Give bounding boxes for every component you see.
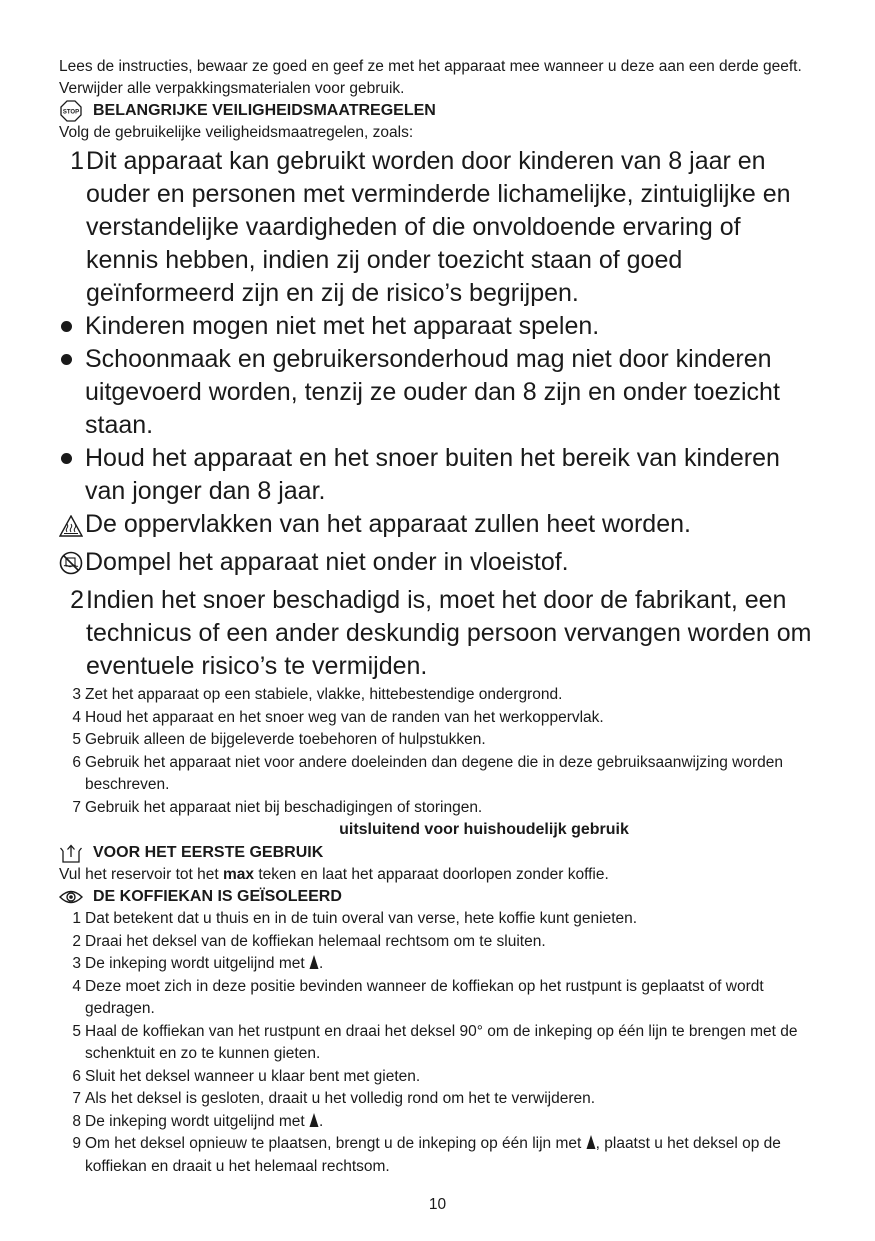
hot-surface-text: De oppervlakken van het apparaat zullen heet worden. xyxy=(85,510,691,538)
list-item: 7 Gebruik het apparaat niet bij beschadigingen of storingen. xyxy=(72,798,483,816)
bullet-icon xyxy=(61,453,72,464)
bullet-text: Schoonmaak en gebruikersonderhoud mag niet door kinderen uitgevoerd worden, tenzij ze ouder dan 8 zijn en onder toezicht staan. xyxy=(85,345,780,439)
safety-bullet xyxy=(59,343,819,442)
list-item: 3 Zet het apparaat op een stabiele, vlakke, hittebestendige ondergrond. xyxy=(72,686,563,703)
intro-text: Lees de instructies, bewaar ze goed en geef ze met het apparaat mee wanneer u deze aan een derde geeft. Verwijder alle verpakkingsmaterialen voor gebruik. xyxy=(59,58,802,97)
page-number: 10 xyxy=(428,1196,447,1213)
list-item: 4 Deze moet zich in deze positie bevinden wanneer de koffiekan op het rustpunt is geplaatst of wordt gedragen. xyxy=(72,977,764,1017)
first-use-heading-row xyxy=(59,842,819,864)
list-item: 5 Haal de koffiekan van het rustpunt en draai het deksel 90° om de inkeping op één lijn te brengen met de schenktuit en zo te kunnen gieten. xyxy=(72,1022,798,1062)
list-item: 6 Sluit het deksel wanneer u klaar bent met gieten. xyxy=(72,1067,421,1085)
carafe-heading: DE KOFFIEKAN IS GEÏSOLEERD xyxy=(93,888,342,905)
notch-marker-icon xyxy=(309,1112,319,1128)
safety-subheading: Volg de gebruikelijke veiligheidsmaatregelen, zoals: xyxy=(59,124,414,141)
list-item: 3 De inkeping wordt uitgelijnd met . xyxy=(72,955,324,972)
safety-heading-row xyxy=(59,100,819,122)
safety-heading: BELANGRIJKE VEILIGHEIDSMAATREGELEN xyxy=(93,102,436,119)
list-item: 7 Als het deksel is gesloten, draait u het volledig rond om het te verwijderen. xyxy=(72,1090,596,1107)
carafe-heading-row xyxy=(59,886,819,908)
item-text: Indien het snoer beschadigd is, moet het door de fabrikant, een technicus of een ander deskundig persoon vervangen worden om eventuele risico’s te vermijden. xyxy=(86,586,812,680)
first-use-text: Vul het reservoir tot het max teken en laat het apparaat doorlopen zonder koffie. xyxy=(59,866,609,883)
safety-item-1 xyxy=(59,145,819,310)
safety-bullet xyxy=(59,442,819,508)
safety-item-2 xyxy=(59,584,819,683)
manual-page xyxy=(59,56,819,1178)
list-item: 9 Om het deksel opnieuw te plaatsen, brengt u de inkeping op één lijn met , plaatst u het deksel op de koffiekan en draait u het helemaal rechtsom. xyxy=(72,1135,781,1175)
safety-bullet xyxy=(59,310,819,343)
bullet-text: Houd het apparaat en het snoer buiten het bereik van kinderen van jonger dan 8 jaar. xyxy=(85,444,780,505)
household-use-note: uitsluitend voor huishoudelijk gebruik xyxy=(339,821,629,838)
item-number: 1 xyxy=(70,147,84,175)
hot-surface-warning xyxy=(59,508,819,546)
no-immerse-icon xyxy=(59,546,85,584)
notch-marker-icon xyxy=(309,954,319,970)
no-immerse-text: Dompel het apparaat niet onder in vloeistof. xyxy=(85,548,569,576)
list-item: 8 De inkeping wordt uitgelijnd met . xyxy=(72,1112,324,1130)
safety-small-list xyxy=(59,684,819,819)
stop-icon xyxy=(59,101,83,121)
bullet-icon xyxy=(61,321,72,332)
no-immerse-warning xyxy=(59,546,819,584)
hot-surface-icon xyxy=(59,508,85,546)
first-use-heading: VOOR HET EERSTE GEBRUIK xyxy=(93,844,324,861)
bullet-text: Kinderen mogen niet met het apparaat spelen. xyxy=(85,312,600,340)
bullet-icon xyxy=(61,354,72,365)
list-item: 5 Gebruik alleen de bijgeleverde toebehoren of hulpstukken. xyxy=(72,731,486,748)
stop-icon-text: STOP xyxy=(62,109,80,116)
carafe-list xyxy=(59,908,819,1178)
eye-icon xyxy=(59,887,83,907)
safety-large-list xyxy=(59,145,819,683)
item-text: Dit apparaat kan gebruikt worden door kinderen van 8 jaar en ouder en personen met verminderde lichamelijke, zintuiglijke en verstandelijke vaardigheden of die onvoldoende ervaring of kennis hebben, indien zij onder toezicht staan of goed geïnformeerd zijn en zij de risico’s begrijpen. xyxy=(86,147,791,307)
list-item: 1 Dat betekent dat u thuis en in de tuin overal van verse, hete koffie kunt genieten. xyxy=(72,910,638,927)
first-use-icon xyxy=(59,843,83,863)
list-item: 6 Gebruik het apparaat niet voor andere doeleinden dan degene die in deze gebruiksaanwijzing worden beschreven. xyxy=(72,753,783,793)
notch-marker-icon xyxy=(586,1134,596,1150)
item-number: 2 xyxy=(70,586,84,614)
list-item: 4 Houd het apparaat en het snoer weg van de randen van het werkoppervlak. xyxy=(72,708,604,726)
list-item: 2 Draai het deksel van de koffiekan helemaal rechtsom om te sluiten. xyxy=(72,932,546,950)
